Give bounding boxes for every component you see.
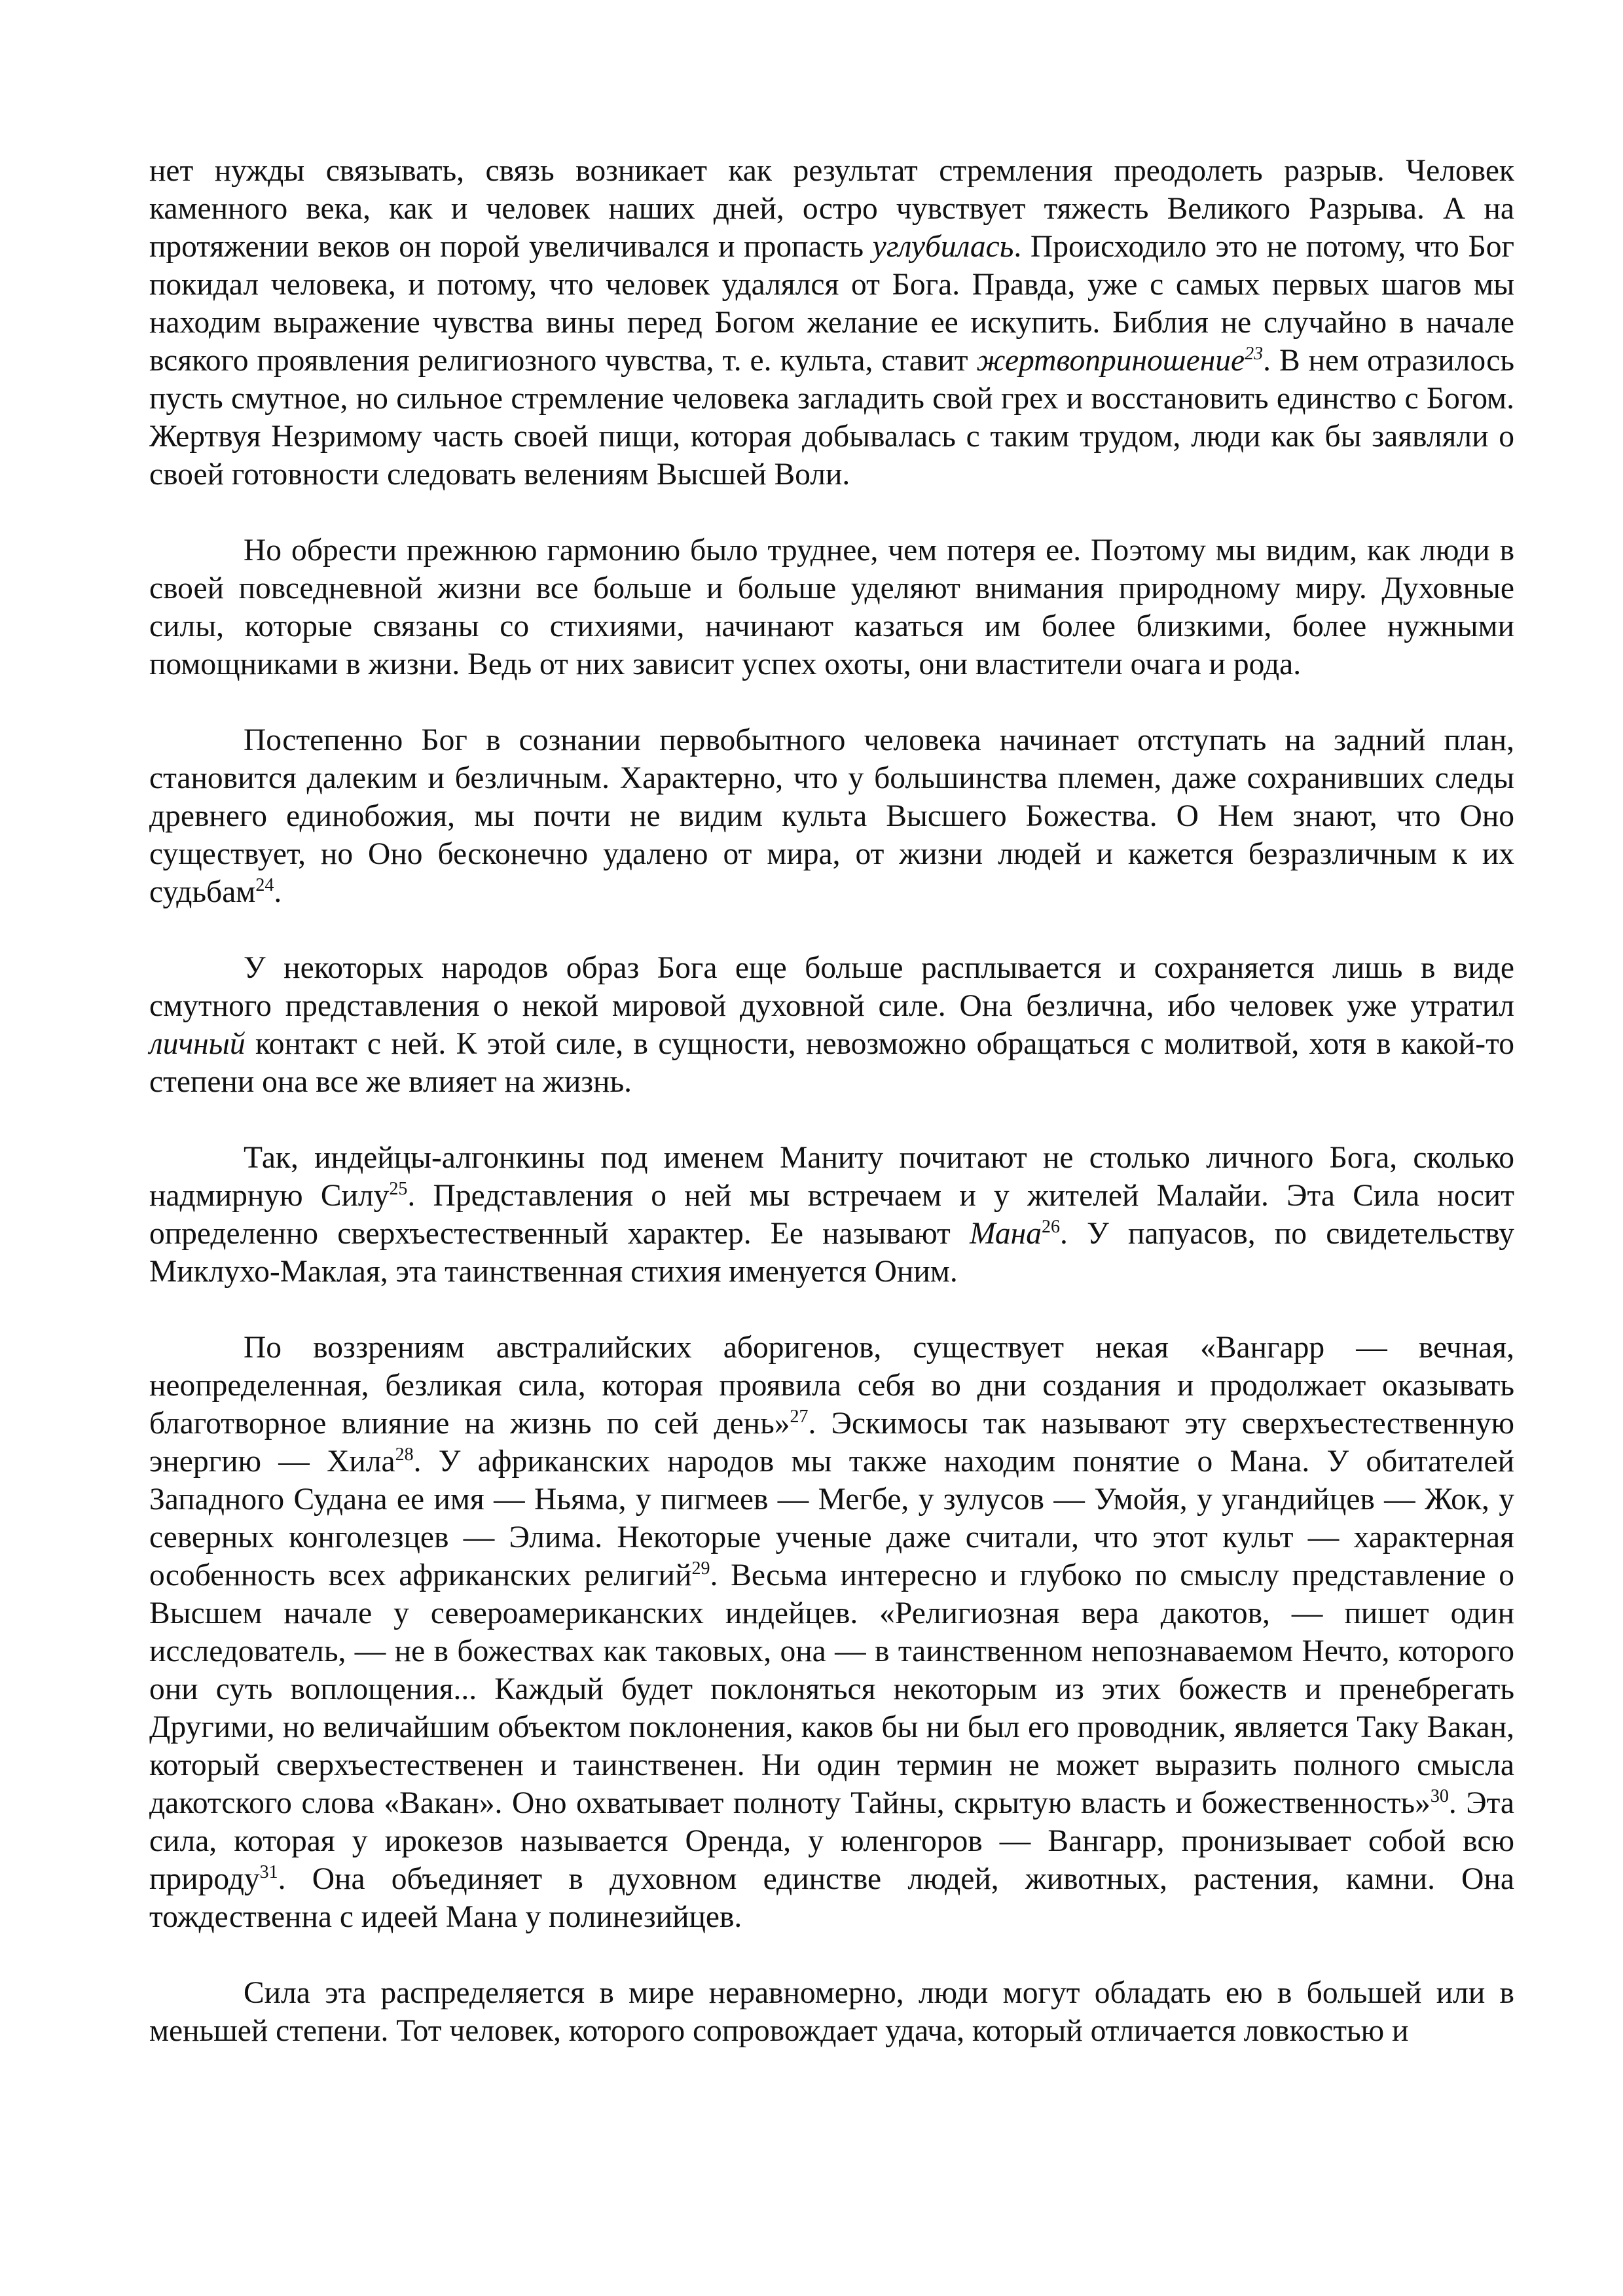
text-run: Так, индейцы-алгонкины под именем Маниту почитают не столько личного Бога, сколько надмирную Силу xyxy=(149,1141,1514,1213)
footnote-ref: 29 xyxy=(691,1558,710,1579)
footnote-ref: 23 xyxy=(1245,344,1264,364)
italic-term: Мана xyxy=(970,1217,1042,1251)
paragraph-2 xyxy=(149,531,1514,683)
text-run: нет нужды связывать, связь возникает как результат стремления преодолеть разрыв. Человек каменного века, как и человек наших дней, остро чувствует тяжесть Великого Разрыва. А на протяжении веков он порой увеличивался и пропасть xyxy=(149,154,1514,264)
text-run: По воззрениям австралийских аборигенов, существует некая «Вангарр — вечная, неопределенная, безликая сила, которая проявила себя во дни создания и продолжает оказывать благотворное влияние на жизнь по сей день» xyxy=(149,1331,1514,1441)
paragraph-4 xyxy=(149,949,1514,1101)
footnote-ref: 27 xyxy=(790,1407,809,1427)
text-run: . У папуасов, по свидетельству Миклухо-Маклая, эта таинственная стихия именуется Оним. xyxy=(149,1217,1514,1289)
text-run: . Эскимосы так называют эту сверхъестественную энергию — Хила xyxy=(149,1407,1515,1479)
footnote-ref: 28 xyxy=(395,1444,414,1465)
text-run: . Весьма интересно и глубоко по смыслу представление о Высшем начале у североамериканских индейцев. «Религиозная вера дакотов, — пишет один исследователь, — не в божествах как таковых, она — в таинственном непознаваемом Нечто, которого они суть воплощения... Каждый будет поклоняться некоторым из этих божеств и пренебрегать Другими, но величайшим объектом поклонения, каков бы ни был его проводник, является Таку Вакан, который сверхъестественен и таинственен. Ни один термин не может выразить полного смысла дакотского слова «Вакан». Оно охватывает полноту Тайны, скрытую власть и божественность» xyxy=(149,1558,1515,1820)
text-run: Но обрести прежнюю гармонию было труднее, чем потеря ее. Поэтому мы видим, как люди в своей повседневной жизни все больше и больше уделяют внимания природному миру. Духовные силы, которые связаны со стихиями, начинают казаться им более близкими, более нужными помощниками в жизни. Ведь от них зависит успех охоты, они властители очага и рода. xyxy=(149,533,1514,681)
paragraph-7 xyxy=(149,1974,1514,2050)
text-run: . Представления о ней мы встречаем и у жителей Малайи. Эта Сила носит определенно сверхъестественный характер. Ее называют xyxy=(149,1179,1514,1251)
italic-term: жертвоприношение xyxy=(976,344,1245,378)
text-run: . Происходило это не потому, что Бог покидал человека, и потому, что человек удалялся от Бога. Правда, уже с самых первых шагов мы находим выражение чувства вины перед Богом желание ее искупить. Библия не случайно в начале всякого проявления религиозного чувства, т. е. культа, ставит xyxy=(149,230,1515,378)
footnote-ref: 31 xyxy=(259,1862,278,1882)
text-run: Сила эта распределяется в мире неравномерно, люди могут обладать ею в большей или в меньшей степени. Тот человек, которого сопровождает удача, который отличается ловкостью и xyxy=(149,1976,1514,2048)
footnote-ref: 24 xyxy=(255,875,274,895)
text-run: . xyxy=(274,875,282,909)
document-page xyxy=(149,152,1514,2050)
text-run: . Она объединяет в духовном единстве людей, животных, растения, камни. Она тождественна с идеей Мана у полинезийцев. xyxy=(149,1862,1514,1934)
footnote-ref: 26 xyxy=(1042,1217,1060,1237)
paragraph-3 xyxy=(149,721,1514,911)
paragraph-5 xyxy=(149,1139,1514,1291)
text-run: контакт с ней. К этой силе, в сущности, невозможно обращаться с молитвой, хотя в какой-то степени она все же влияет на жизнь. xyxy=(149,1027,1514,1099)
paragraph-6 xyxy=(149,1329,1514,1936)
italic-term: личный xyxy=(149,1027,246,1061)
text-run: . В нем отразилось пусть смутное, но сильное стремление человека загладить свой грех и восстановить единство с Богом. Жертвуя Незримому часть своей пищи, которая добывалась с таким трудом, люди как бы заявляли о своей готовности следовать велениям Высшей Воли. xyxy=(149,344,1515,492)
italic-term: углубилась xyxy=(872,230,1014,264)
text-run: У некоторых народов образ Бога еще больше расплывается и сохраняется лишь в виде смутного представления о некой мировой духовной силе. Она безлична, ибо человек уже утратил xyxy=(149,951,1514,1023)
text-run: . Эта сила, которая у ирокезов называется Оренда, у юленгоров — Вангарр, пронизывает собой всю природу xyxy=(149,1786,1515,1896)
text-run: . У африканских народов мы также находим понятие о Мана. У обитателей Западного Судана ее имя — Ньяма, у пигмеев — Мегбе, у зулусов — Умойя, у угандийцев — Жок, у северных конголезцев — Элима. Некоторые ученые даже считали, что этот культ — характерная особенность всех африканских религий xyxy=(149,1444,1514,1592)
footnote-ref: 30 xyxy=(1430,1786,1449,1806)
footnote-ref: 25 xyxy=(389,1179,408,1199)
text-run: Постепенно Бог в сознании первобытного человека начинает отступать на задний план, становится далеким и безличным. Характерно, что у большинства племен, даже сохранивших следы древнего единобожия, мы почти не видим культа Высшего Божества. О Нем знают, что Оно существует, но Оно бесконечно удалено от мира, от жизни людей и кажется безразличным к их судьбам xyxy=(149,723,1514,909)
paragraph-1 xyxy=(149,152,1514,493)
